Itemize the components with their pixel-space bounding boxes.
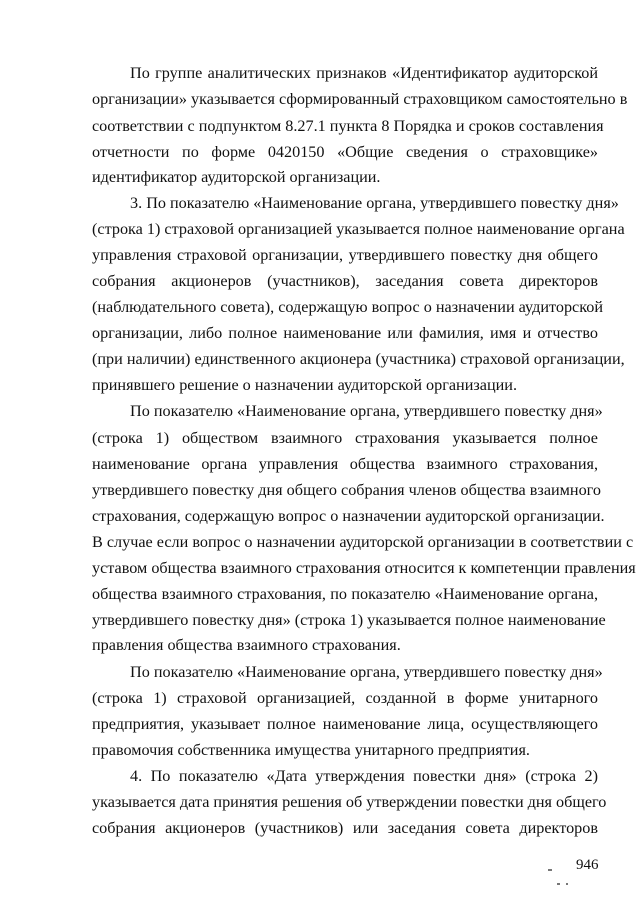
scan-mark <box>566 883 568 885</box>
paragraph-2-line-2: (строка 1) страховой организацией указывается полное наименование органа <box>92 220 625 238</box>
paragraph-2-line-3: управления страховой организации, утвердившего повестку дня общего <box>92 246 598 264</box>
page-number: 946 <box>576 857 599 873</box>
paragraph-4-line-2: (строка 1) страховой организацией, созданной в форме унитарного <box>92 689 598 707</box>
paragraph-1-line-4: отчетности по форме 0420150 «Общие сведения о страховщике» <box>92 143 598 161</box>
paragraph-3-line-2: (строка 1) обществом взаимного страхования указывается полное <box>92 429 598 447</box>
paragraph-3-line-3: наименование органа управления общества взаимного страхования, <box>92 455 598 473</box>
paragraph-4-line-4: правомочия собственника имущества унитарного предприятия. <box>92 741 530 759</box>
paragraph-2-line-1: 3. По показателю «Наименование органа, утвердившего повестку дня» <box>130 194 619 212</box>
paragraph-2-line-4: собрания акционеров (участников), заседания совета директоров <box>92 272 598 290</box>
paragraph-2-line-7: (при наличии) единственного акционера (участника) страховой организации, <box>92 350 625 368</box>
paragraph-3-line-4: утвердившего повестку дня общего собрания членов общества взаимного <box>92 481 602 499</box>
paragraph-2-line-6: организации, либо полное наименование или фамилия, имя и отчество <box>92 324 598 342</box>
paragraph-3-line-10: правления общества взаимного страхования. <box>92 636 401 654</box>
paragraph-4-line-1: По показателю «Наименование органа, утвердившего повестку дня» <box>130 663 603 681</box>
paragraph-3-line-5: страхования, содержащую вопрос о назначении аудиторской организации. <box>92 507 605 525</box>
paragraph-5-line-3: собрания акционеров (участников) или заседания совета директоров <box>92 819 598 837</box>
paragraph-3-line-9: утвердившего повестку дня» (строка 1) указывается полное наименование <box>92 611 606 629</box>
paragraph-1-line-2: организации» указывается сформированный страховщиком самостоятельно в <box>92 90 628 108</box>
paragraph-5-line-1: 4. По показателю «Дата утверждения повестки дня» (строка 2) <box>130 767 598 785</box>
paragraph-3-line-7: уставом общества взаимного страхования относится к компетенции правления <box>92 559 636 577</box>
paragraph-1-line-1: По группе аналитических признаков «Идентификатор аудиторской <box>130 64 598 82</box>
paragraph-5-line-2: указывается дата принятия решения об утверждении повестки дня общего <box>92 793 607 811</box>
scan-mark <box>548 869 552 871</box>
scan-mark <box>557 883 560 885</box>
paragraph-1-line-5: идентификатор аудиторской организации. <box>92 168 381 186</box>
paragraph-1-line-3: соответствии с подпунктом 8.27.1 пункта 8 Порядка и сроков составления <box>92 117 604 135</box>
paragraph-4-line-3: предприятия, указывает полное наименование лица, осуществляющего <box>92 715 598 733</box>
paragraph-2-line-5: (наблюдательного совета), содержащую вопрос о назначении аудиторской <box>92 298 604 316</box>
paragraph-3-line-8: общества взаимного страхования, по показателю «Наименование органа, <box>92 585 598 603</box>
paragraph-2-line-8: принявшего решение о назначении аудиторской организации. <box>92 376 517 394</box>
paragraph-3-line-6: В случае если вопрос о назначении аудиторской организации в соответствии с <box>92 533 634 551</box>
paragraph-3-line-1: По показателю «Наименование органа, утвердившего повестку дня» <box>130 402 603 420</box>
